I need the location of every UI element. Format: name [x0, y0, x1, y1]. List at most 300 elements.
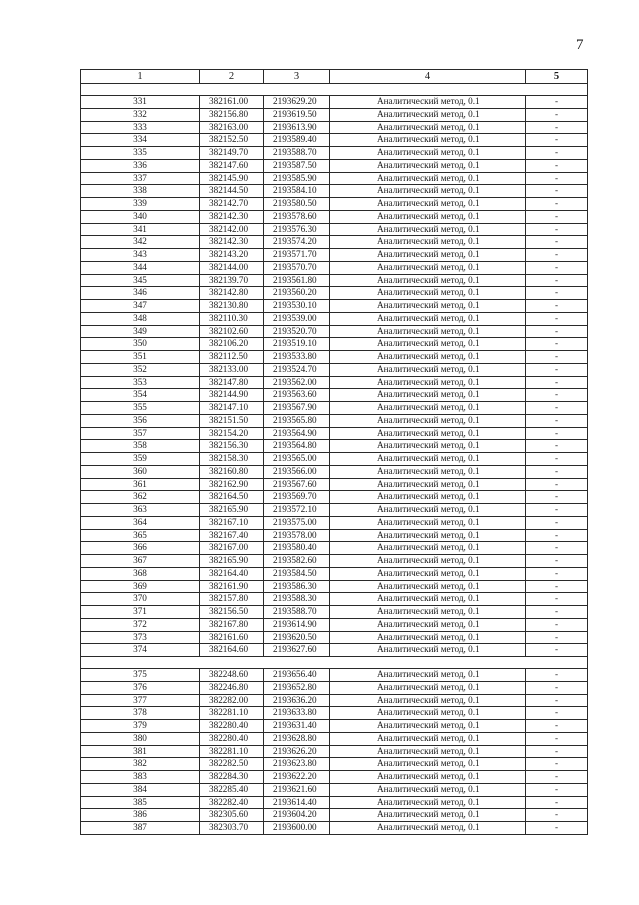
- cell-y-coordinate: 2193604.20: [264, 809, 330, 822]
- cell-x-coordinate: 382280.40: [200, 720, 264, 733]
- table-row: [81, 96, 588, 109]
- cell-point-number: 336: [81, 159, 200, 172]
- cell-note: -: [526, 338, 588, 351]
- cell-point-number: 386: [81, 809, 200, 822]
- cell-x-coordinate: 382145.90: [200, 172, 264, 185]
- cell-point-number: 370: [81, 593, 200, 606]
- cell-note: -: [526, 478, 588, 491]
- cell-method-accuracy: Аналитический метод, 0.1: [330, 453, 526, 466]
- cell-point-number: 364: [81, 516, 200, 529]
- cell-note: -: [526, 134, 588, 147]
- cell-y-coordinate: 2193578.60: [264, 210, 330, 223]
- cell-point-number: 382: [81, 758, 200, 771]
- cell-y-coordinate: 2193566.00: [264, 465, 330, 478]
- cell-x-coordinate: 382305.60: [200, 809, 264, 822]
- cell-x-coordinate: 382282.40: [200, 796, 264, 809]
- cell-method-accuracy: Аналитический метод, 0.1: [330, 363, 526, 376]
- cell-y-coordinate: 2193564.80: [264, 440, 330, 453]
- cell-point-number: 383: [81, 771, 200, 784]
- cell-point-number: 372: [81, 618, 200, 631]
- cell-x-coordinate: 382246.80: [200, 681, 264, 694]
- cell-note: -: [526, 108, 588, 121]
- cell-note: -: [526, 694, 588, 707]
- cell-x-coordinate: 382154.20: [200, 427, 264, 440]
- cell-point-number: 332: [81, 108, 200, 121]
- table-row: [81, 223, 588, 236]
- cell-x-coordinate: 382282.00: [200, 694, 264, 707]
- cell-x-coordinate: 382147.60: [200, 159, 264, 172]
- cell-point-number: 366: [81, 542, 200, 555]
- cell-point-number: 352: [81, 363, 200, 376]
- cell-method-accuracy: Аналитический метод, 0.1: [330, 644, 526, 657]
- cell-y-coordinate: 2193567.60: [264, 478, 330, 491]
- cell-method-accuracy: Аналитический метод, 0.1: [330, 681, 526, 694]
- cell-method-accuracy: Аналитический метод, 0.1: [330, 580, 526, 593]
- cell-x-coordinate: 382167.00: [200, 542, 264, 555]
- cell-method-accuracy: Аналитический метод, 0.1: [330, 198, 526, 211]
- table-row: [81, 516, 588, 529]
- cell-point-number: 353: [81, 376, 200, 389]
- cell-y-coordinate: 2193578.00: [264, 529, 330, 542]
- cell-y-coordinate: 2193621.60: [264, 783, 330, 796]
- cell-note: -: [526, 681, 588, 694]
- table-row: [81, 694, 588, 707]
- cell-note: -: [526, 618, 588, 631]
- cell-method-accuracy: Аналитический метод, 0.1: [330, 771, 526, 784]
- cell-method-accuracy: Аналитический метод, 0.1: [330, 593, 526, 606]
- cell-x-coordinate: 382164.40: [200, 567, 264, 580]
- cell-note: -: [526, 198, 588, 211]
- cell-point-number: 357: [81, 427, 200, 440]
- cell-point-number: 371: [81, 606, 200, 619]
- table-row: [81, 618, 588, 631]
- cell-y-coordinate: 2193539.00: [264, 312, 330, 325]
- cell-x-coordinate: 382284.30: [200, 771, 264, 784]
- cell-method-accuracy: Аналитический метод, 0.1: [330, 185, 526, 198]
- cell-x-coordinate: 382142.30: [200, 236, 264, 249]
- cell-note: -: [526, 389, 588, 402]
- cell-method-accuracy: Аналитический метод, 0.1: [330, 376, 526, 389]
- table-row: [81, 783, 588, 796]
- cell-point-number: 339: [81, 198, 200, 211]
- cell-method-accuracy: Аналитический метод, 0.1: [330, 809, 526, 822]
- spacer-cell: [81, 84, 588, 96]
- cell-note: -: [526, 172, 588, 185]
- cell-note: -: [526, 644, 588, 657]
- cell-y-coordinate: 2193600.00: [264, 822, 330, 835]
- table-row: [81, 134, 588, 147]
- cell-point-number: 341: [81, 223, 200, 236]
- table-row: [81, 644, 588, 657]
- cell-point-number: 348: [81, 312, 200, 325]
- cell-method-accuracy: Аналитический метод, 0.1: [330, 236, 526, 249]
- cell-point-number: 346: [81, 287, 200, 300]
- cell-x-coordinate: 382167.80: [200, 618, 264, 631]
- cell-y-coordinate: 2193564.90: [264, 427, 330, 440]
- cell-point-number: 378: [81, 707, 200, 720]
- cell-x-coordinate: 382163.00: [200, 121, 264, 134]
- cell-x-coordinate: 382161.00: [200, 96, 264, 109]
- table-row: [81, 567, 588, 580]
- cell-point-number: 363: [81, 504, 200, 517]
- table-row: [81, 376, 588, 389]
- cell-x-coordinate: 382151.50: [200, 414, 264, 427]
- table-row: [81, 478, 588, 491]
- cell-method-accuracy: Аналитический метод, 0.1: [330, 338, 526, 351]
- cell-y-coordinate: 2193652.80: [264, 681, 330, 694]
- cell-x-coordinate: 382157.80: [200, 593, 264, 606]
- header-col-5: 5: [526, 70, 588, 84]
- table-row: [81, 720, 588, 733]
- cell-y-coordinate: 2193567.90: [264, 402, 330, 415]
- cell-x-coordinate: 382142.00: [200, 223, 264, 236]
- cell-method-accuracy: Аналитический метод, 0.1: [330, 414, 526, 427]
- cell-point-number: 380: [81, 732, 200, 745]
- cell-point-number: 376: [81, 681, 200, 694]
- cell-note: -: [526, 567, 588, 580]
- table-row: [81, 159, 588, 172]
- cell-x-coordinate: 382144.00: [200, 261, 264, 274]
- cell-note: -: [526, 529, 588, 542]
- table-row: [81, 732, 588, 745]
- cell-method-accuracy: Аналитический метод, 0.1: [330, 312, 526, 325]
- header-col-2: 2: [200, 70, 264, 84]
- header-col-3: 3: [264, 70, 330, 84]
- cell-x-coordinate: 382144.90: [200, 389, 264, 402]
- cell-point-number: 384: [81, 783, 200, 796]
- table-spacer-row: [81, 657, 588, 669]
- cell-y-coordinate: 2193572.10: [264, 504, 330, 517]
- header-col-4: 4: [330, 70, 526, 84]
- cell-y-coordinate: 2193628.80: [264, 732, 330, 745]
- cell-y-coordinate: 2193560.20: [264, 287, 330, 300]
- cell-x-coordinate: 382102.60: [200, 325, 264, 338]
- cell-point-number: 365: [81, 529, 200, 542]
- cell-note: -: [526, 516, 588, 529]
- table-row: [81, 669, 588, 682]
- table-row: [81, 542, 588, 555]
- cell-x-coordinate: 382144.50: [200, 185, 264, 198]
- cell-point-number: 367: [81, 555, 200, 568]
- cell-x-coordinate: 382282.50: [200, 758, 264, 771]
- cell-point-number: 359: [81, 453, 200, 466]
- cell-point-number: 337: [81, 172, 200, 185]
- table-row: [81, 606, 588, 619]
- cell-note: -: [526, 593, 588, 606]
- cell-method-accuracy: Аналитический метод, 0.1: [330, 389, 526, 402]
- cell-note: -: [526, 796, 588, 809]
- cell-y-coordinate: 2193580.50: [264, 198, 330, 211]
- cell-method-accuracy: Аналитический метод, 0.1: [330, 121, 526, 134]
- cell-method-accuracy: Аналитический метод, 0.1: [330, 618, 526, 631]
- cell-y-coordinate: 2193584.50: [264, 567, 330, 580]
- table-row: [81, 198, 588, 211]
- cell-note: -: [526, 822, 588, 835]
- cell-x-coordinate: 382161.60: [200, 631, 264, 644]
- cell-note: -: [526, 402, 588, 415]
- table-row: [81, 707, 588, 720]
- table-row: [81, 287, 588, 300]
- header-col-1: 1: [81, 70, 200, 84]
- cell-note: -: [526, 606, 588, 619]
- cell-y-coordinate: 2193574.20: [264, 236, 330, 249]
- cell-point-number: 385: [81, 796, 200, 809]
- cell-x-coordinate: 382165.90: [200, 504, 264, 517]
- cell-method-accuracy: Аналитический метод, 0.1: [330, 555, 526, 568]
- cell-note: -: [526, 121, 588, 134]
- cell-point-number: 343: [81, 249, 200, 262]
- cell-y-coordinate: 2193656.40: [264, 669, 330, 682]
- table-row: [81, 147, 588, 160]
- cell-method-accuracy: Аналитический метод, 0.1: [330, 732, 526, 745]
- cell-y-coordinate: 2193580.40: [264, 542, 330, 555]
- cell-y-coordinate: 2193588.30: [264, 593, 330, 606]
- table-row: [81, 351, 588, 364]
- table-row: [81, 745, 588, 758]
- cell-note: -: [526, 720, 588, 733]
- table-row: [81, 300, 588, 313]
- cell-note: -: [526, 414, 588, 427]
- cell-method-accuracy: Аналитический метод, 0.1: [330, 669, 526, 682]
- cell-x-coordinate: 382248.60: [200, 669, 264, 682]
- cell-note: -: [526, 440, 588, 453]
- cell-y-coordinate: 2193589.40: [264, 134, 330, 147]
- cell-method-accuracy: Аналитический метод, 0.1: [330, 261, 526, 274]
- cell-method-accuracy: Аналитический метод, 0.1: [330, 783, 526, 796]
- cell-point-number: 347: [81, 300, 200, 313]
- cell-point-number: 350: [81, 338, 200, 351]
- cell-note: -: [526, 312, 588, 325]
- cell-x-coordinate: 382156.30: [200, 440, 264, 453]
- cell-x-coordinate: 382162.90: [200, 478, 264, 491]
- table-row: [81, 236, 588, 249]
- cell-x-coordinate: 382142.70: [200, 198, 264, 211]
- cell-y-coordinate: 2193619.50: [264, 108, 330, 121]
- cell-x-coordinate: 382142.80: [200, 287, 264, 300]
- cell-y-coordinate: 2193575.00: [264, 516, 330, 529]
- cell-note: -: [526, 249, 588, 262]
- cell-x-coordinate: 382161.90: [200, 580, 264, 593]
- cell-note: -: [526, 542, 588, 555]
- cell-point-number: 373: [81, 631, 200, 644]
- table-row: [81, 796, 588, 809]
- table-row: [81, 312, 588, 325]
- cell-method-accuracy: Аналитический метод, 0.1: [330, 504, 526, 517]
- cell-y-coordinate: 2193614.40: [264, 796, 330, 809]
- cell-y-coordinate: 2193613.90: [264, 121, 330, 134]
- cell-x-coordinate: 382143.20: [200, 249, 264, 262]
- cell-point-number: 374: [81, 644, 200, 657]
- cell-note: -: [526, 236, 588, 249]
- table-row: [81, 593, 588, 606]
- cell-note: -: [526, 96, 588, 109]
- table-row: [81, 172, 588, 185]
- cell-method-accuracy: Аналитический метод, 0.1: [330, 796, 526, 809]
- cell-note: -: [526, 159, 588, 172]
- cell-method-accuracy: Аналитический метод, 0.1: [330, 631, 526, 644]
- cell-x-coordinate: 382158.30: [200, 453, 264, 466]
- cell-method-accuracy: Аналитический метод, 0.1: [330, 707, 526, 720]
- table-row: [81, 555, 588, 568]
- cell-point-number: 369: [81, 580, 200, 593]
- table-row: [81, 809, 588, 822]
- cell-point-number: 379: [81, 720, 200, 733]
- cell-point-number: 349: [81, 325, 200, 338]
- cell-note: -: [526, 504, 588, 517]
- spacer-cell: [81, 657, 588, 669]
- table-row: [81, 822, 588, 835]
- cell-point-number: 360: [81, 465, 200, 478]
- cell-method-accuracy: Аналитический метод, 0.1: [330, 249, 526, 262]
- cell-note: -: [526, 274, 588, 287]
- cell-note: -: [526, 631, 588, 644]
- cell-method-accuracy: Аналитический метод, 0.1: [330, 134, 526, 147]
- cell-method-accuracy: Аналитический метод, 0.1: [330, 108, 526, 121]
- cell-method-accuracy: Аналитический метод, 0.1: [330, 210, 526, 223]
- cell-y-coordinate: 2193633.80: [264, 707, 330, 720]
- table-row: [81, 261, 588, 274]
- table-row: [81, 504, 588, 517]
- cell-y-coordinate: 2193636.20: [264, 694, 330, 707]
- cell-note: -: [526, 707, 588, 720]
- cell-point-number: 381: [81, 745, 200, 758]
- cell-x-coordinate: 382156.80: [200, 108, 264, 121]
- table-row: [81, 389, 588, 402]
- cell-method-accuracy: Аналитический метод, 0.1: [330, 694, 526, 707]
- cell-method-accuracy: Аналитический метод, 0.1: [330, 745, 526, 758]
- cell-method-accuracy: Аналитический метод, 0.1: [330, 159, 526, 172]
- cell-note: -: [526, 325, 588, 338]
- table-row: [81, 681, 588, 694]
- cell-x-coordinate: 382164.60: [200, 644, 264, 657]
- cell-point-number: 354: [81, 389, 200, 402]
- cell-note: -: [526, 261, 588, 274]
- cell-y-coordinate: 2193533.80: [264, 351, 330, 364]
- table-row: [81, 249, 588, 262]
- cell-y-coordinate: 2193562.00: [264, 376, 330, 389]
- cell-point-number: 377: [81, 694, 200, 707]
- cell-point-number: 356: [81, 414, 200, 427]
- table-row: [81, 440, 588, 453]
- cell-x-coordinate: 382285.40: [200, 783, 264, 796]
- cell-point-number: 340: [81, 210, 200, 223]
- table-row: [81, 108, 588, 121]
- cell-point-number: 331: [81, 96, 200, 109]
- cell-point-number: 345: [81, 274, 200, 287]
- cell-x-coordinate: 382152.50: [200, 134, 264, 147]
- cell-method-accuracy: Аналитический метод, 0.1: [330, 478, 526, 491]
- cell-note: -: [526, 223, 588, 236]
- cell-note: -: [526, 555, 588, 568]
- table-row: [81, 631, 588, 644]
- cell-method-accuracy: Аналитический метод, 0.1: [330, 822, 526, 835]
- cell-y-coordinate: 2193519.10: [264, 338, 330, 351]
- table-row: [81, 427, 588, 440]
- cell-method-accuracy: Аналитический метод, 0.1: [330, 274, 526, 287]
- table-row: [81, 491, 588, 504]
- cell-note: -: [526, 427, 588, 440]
- cell-point-number: 362: [81, 491, 200, 504]
- cell-method-accuracy: Аналитический метод, 0.1: [330, 567, 526, 580]
- table-spacer-row: [81, 84, 588, 96]
- cell-y-coordinate: 2193585.90: [264, 172, 330, 185]
- cell-y-coordinate: 2193565.80: [264, 414, 330, 427]
- cell-y-coordinate: 2193586.30: [264, 580, 330, 593]
- cell-y-coordinate: 2193626.20: [264, 745, 330, 758]
- coordinates-table: [80, 69, 588, 835]
- cell-note: -: [526, 147, 588, 160]
- cell-method-accuracy: Аналитический метод, 0.1: [330, 351, 526, 364]
- cell-method-accuracy: Аналитический метод, 0.1: [330, 300, 526, 313]
- cell-note: -: [526, 732, 588, 745]
- cell-x-coordinate: 382130.80: [200, 300, 264, 313]
- cell-point-number: 387: [81, 822, 200, 835]
- cell-y-coordinate: 2193614.90: [264, 618, 330, 631]
- cell-y-coordinate: 2193565.00: [264, 453, 330, 466]
- cell-x-coordinate: 382167.40: [200, 529, 264, 542]
- cell-y-coordinate: 2193587.50: [264, 159, 330, 172]
- table-row: [81, 325, 588, 338]
- cell-point-number: 375: [81, 669, 200, 682]
- table-row: [81, 580, 588, 593]
- cell-y-coordinate: 2193520.70: [264, 325, 330, 338]
- cell-method-accuracy: Аналитический метод, 0.1: [330, 402, 526, 415]
- cell-point-number: 344: [81, 261, 200, 274]
- table-row: [81, 402, 588, 415]
- cell-y-coordinate: 2193561.80: [264, 274, 330, 287]
- cell-note: -: [526, 758, 588, 771]
- cell-y-coordinate: 2193629.20: [264, 96, 330, 109]
- cell-y-coordinate: 2193582.60: [264, 555, 330, 568]
- cell-point-number: 358: [81, 440, 200, 453]
- cell-method-accuracy: Аналитический метод, 0.1: [330, 325, 526, 338]
- cell-x-coordinate: 382281.10: [200, 707, 264, 720]
- cell-method-accuracy: Аналитический метод, 0.1: [330, 223, 526, 236]
- cell-method-accuracy: Аналитический метод, 0.1: [330, 172, 526, 185]
- cell-note: -: [526, 287, 588, 300]
- table-row: [81, 274, 588, 287]
- cell-y-coordinate: 2193627.60: [264, 644, 330, 657]
- cell-method-accuracy: Аналитический метод, 0.1: [330, 720, 526, 733]
- cell-note: -: [526, 376, 588, 389]
- table-row: [81, 338, 588, 351]
- cell-y-coordinate: 2193588.70: [264, 147, 330, 160]
- cell-x-coordinate: 382280.40: [200, 732, 264, 745]
- cell-x-coordinate: 382160.80: [200, 465, 264, 478]
- cell-method-accuracy: Аналитический метод, 0.1: [330, 491, 526, 504]
- cell-x-coordinate: 382167.10: [200, 516, 264, 529]
- cell-x-coordinate: 382106.20: [200, 338, 264, 351]
- cell-y-coordinate: 2193631.40: [264, 720, 330, 733]
- cell-x-coordinate: 382147.10: [200, 402, 264, 415]
- table-row: [81, 453, 588, 466]
- cell-method-accuracy: Аналитический метод, 0.1: [330, 96, 526, 109]
- cell-y-coordinate: 2193524.70: [264, 363, 330, 376]
- table-row: [81, 529, 588, 542]
- cell-point-number: 338: [81, 185, 200, 198]
- table-row: [81, 121, 588, 134]
- cell-note: -: [526, 809, 588, 822]
- cell-point-number: 334: [81, 134, 200, 147]
- cell-y-coordinate: 2193570.70: [264, 261, 330, 274]
- cell-method-accuracy: Аналитический метод, 0.1: [330, 758, 526, 771]
- cell-point-number: 335: [81, 147, 200, 160]
- cell-point-number: 342: [81, 236, 200, 249]
- table-row: [81, 414, 588, 427]
- cell-y-coordinate: 2193620.50: [264, 631, 330, 644]
- cell-note: -: [526, 300, 588, 313]
- cell-y-coordinate: 2193569.70: [264, 491, 330, 504]
